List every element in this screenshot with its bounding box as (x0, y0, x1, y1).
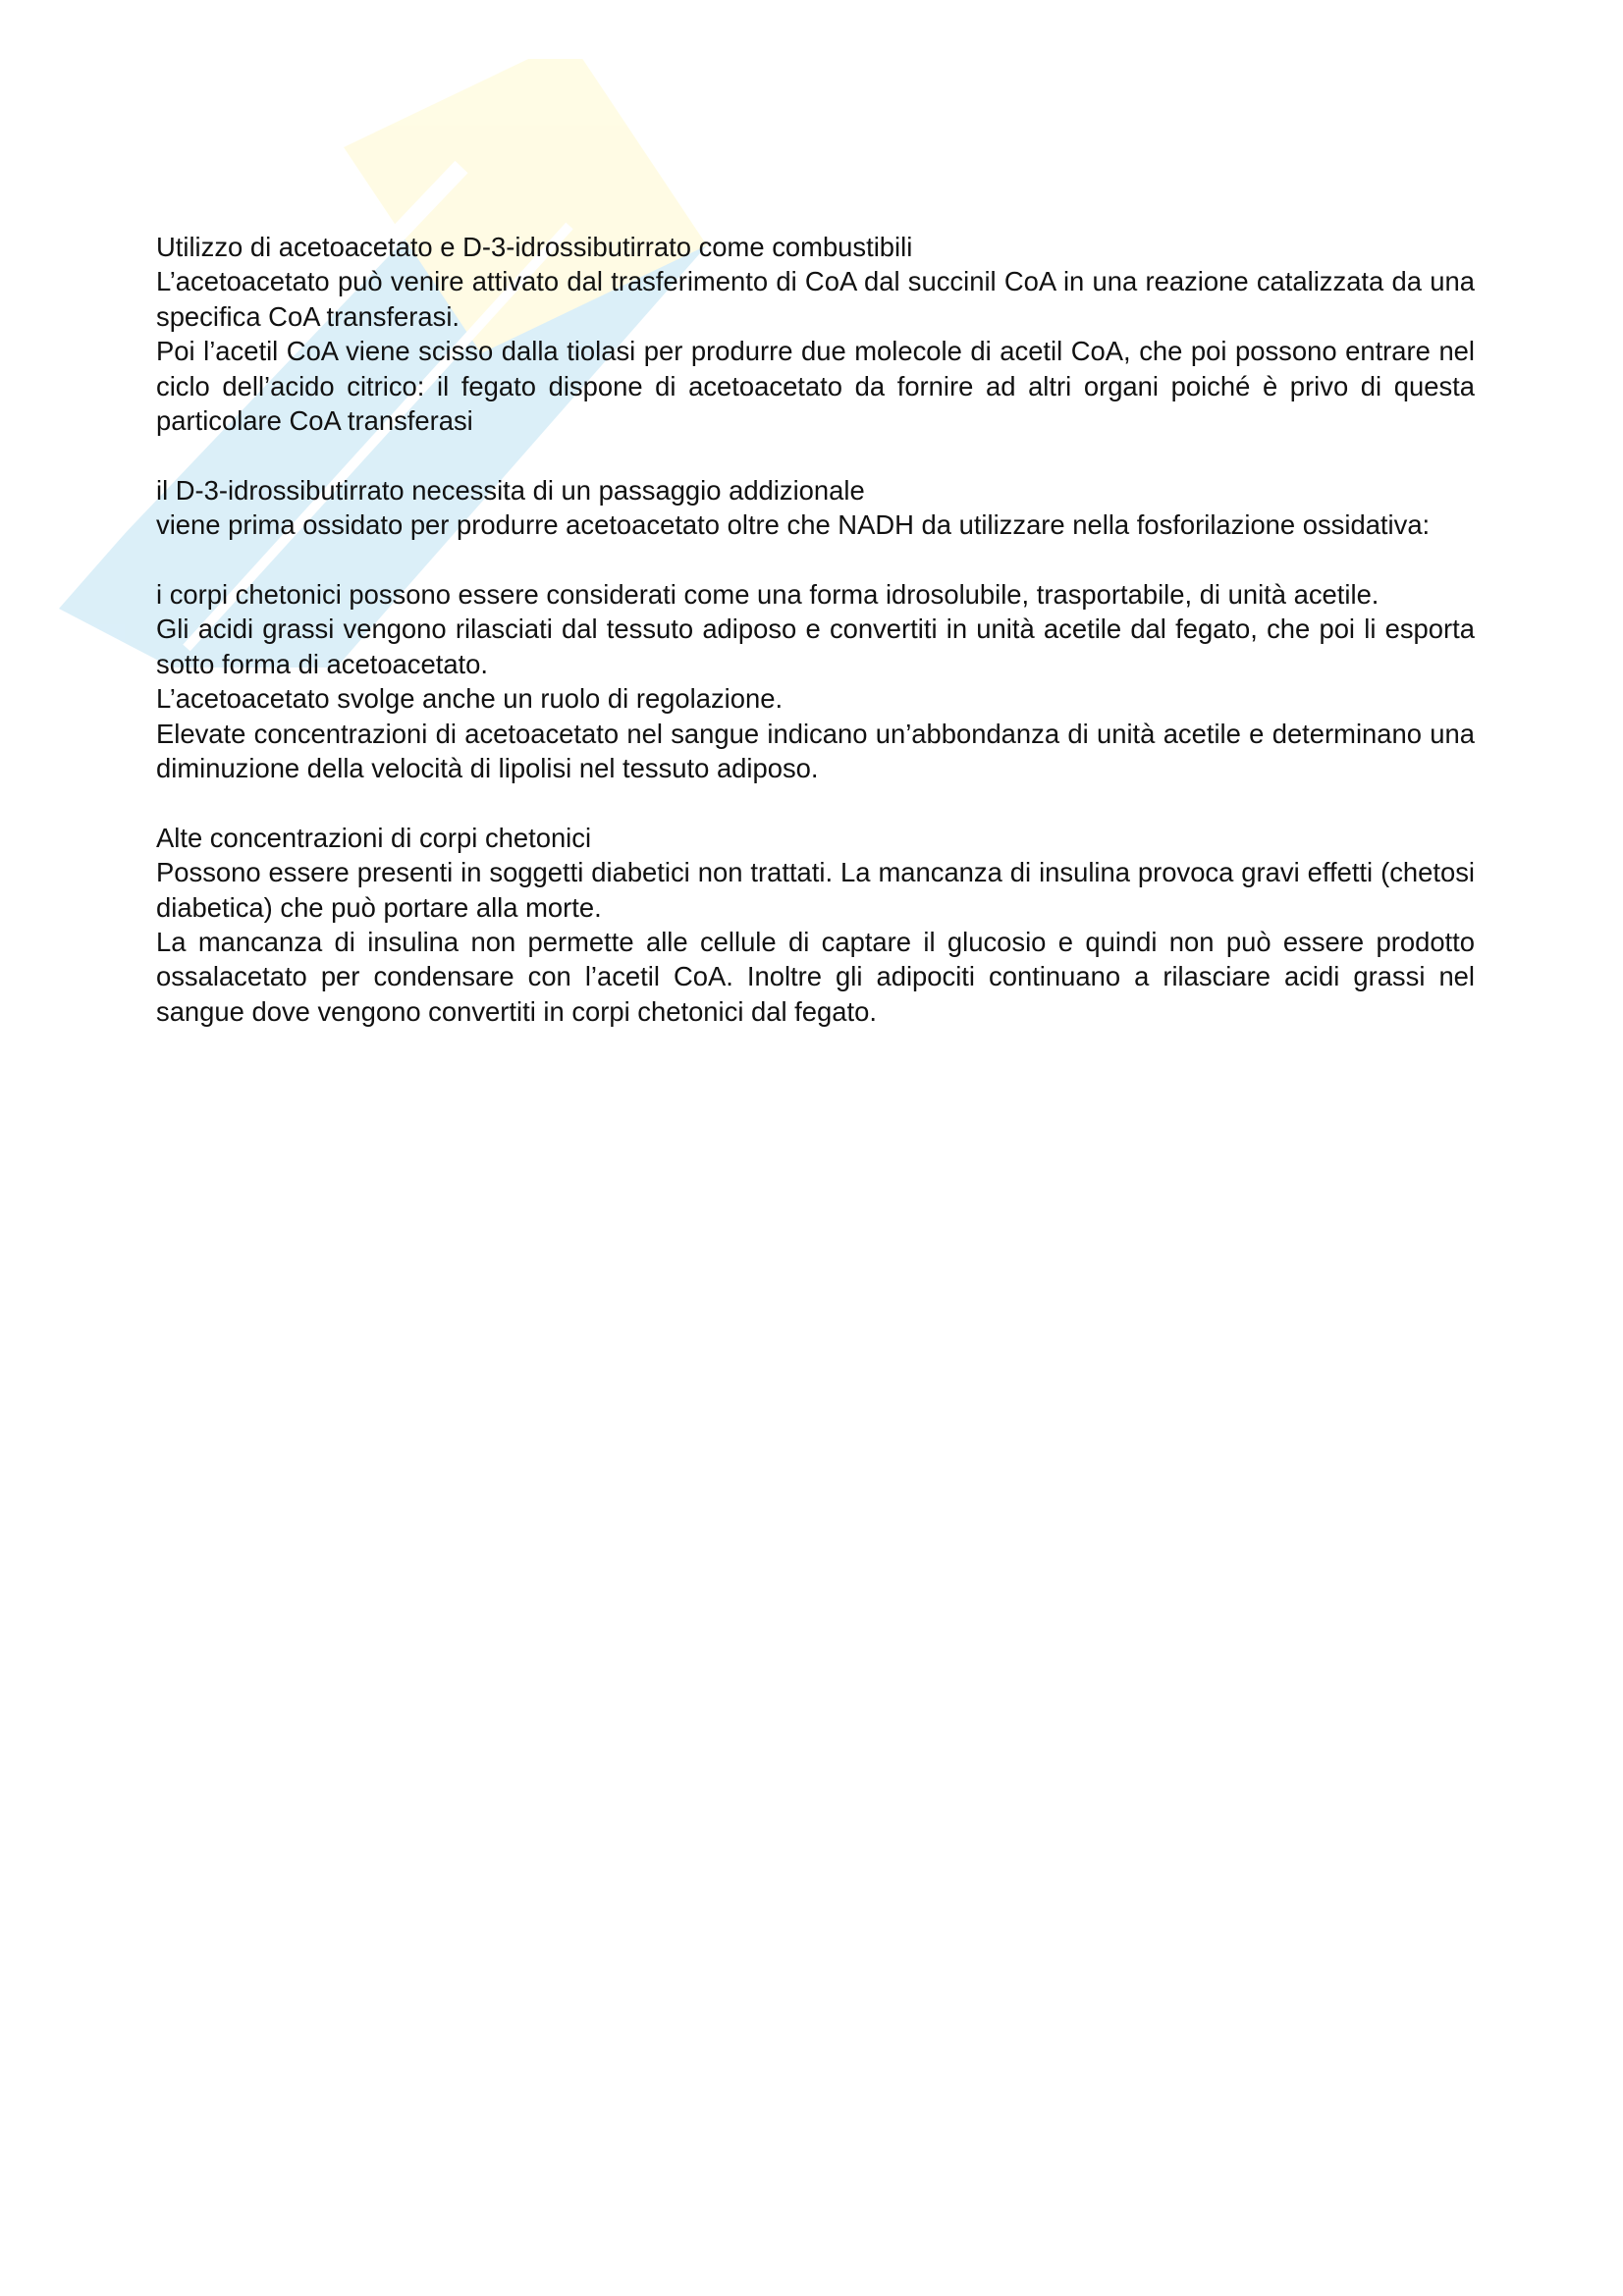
section-heading: Utilizzo di acetoacetato e D-3-idrossibutirrato come combustibili (156, 232, 913, 262)
paragraph: viene prima ossidato per produrre acetoacetato oltre che NADH da utilizzare nella fosforilazione ossidativa: (156, 509, 1431, 541)
paragraph: Gli acidi grassi vengono rilasciati dal tessuto adiposo e convertiti in unità acetile dal fegato, che poi li esporta sotto forma di acetoacetato. (156, 614, 1475, 679)
paragraph: Poi l’acetil CoA viene scisso dalla tiolasi per produrre due molecole di acetil CoA, che poi possono entrare nel ciclo dell’acido citrico: il fegato dispone di acetoacetato da fornire ad altri organi poiché è privo di questa particolare CoA transferasi (156, 336, 1475, 437)
blank-line (156, 438, 1475, 472)
paragraph: L’acetoacetato può venire attivato dal trasferimento di CoA dal succinil CoA in una reazione catalizzata da una specifica CoA transferasi. (156, 266, 1475, 332)
paragraph: La mancanza di insulina non permette alle cellule di captare il glucosio e quindi non può essere prodotto ossalacetato per condensare con l’acetil CoA. Inoltre gli adipociti continuano a rilasciare acidi grassi nel sangue dove vengono convertiti in corpi chetonici dal fegato. (156, 927, 1475, 1027)
paragraph: Elevate concentrazioni di acetoacetato nel sangue indicano un’abbondanza di unità acetile e determinano una diminuzione della velocità di lipolisi nel tessuto adiposo. (156, 718, 1475, 784)
blank-line (156, 785, 1475, 820)
section-heading: Alte concentrazioni di corpi chetonici (156, 822, 592, 853)
paragraph: i corpi chetonici possono essere considerati come una forma idrosolubile, trasportabile, di unità acetile. (156, 579, 1380, 611)
section-heading: il D-3-idrossibutirrato necessita di un passaggio addizionale (156, 474, 865, 506)
blank-line (156, 543, 1475, 577)
paragraph: Possono essere presenti in soggetti diabetici non trattati. La mancanza di insulina provoca gravi effetti (chetosi diabetica) che può portare alla morte. (156, 857, 1475, 923)
document-body (156, 230, 1475, 1029)
paragraph: L’acetoacetato svolge anche un ruolo di regolazione. (156, 683, 784, 715)
